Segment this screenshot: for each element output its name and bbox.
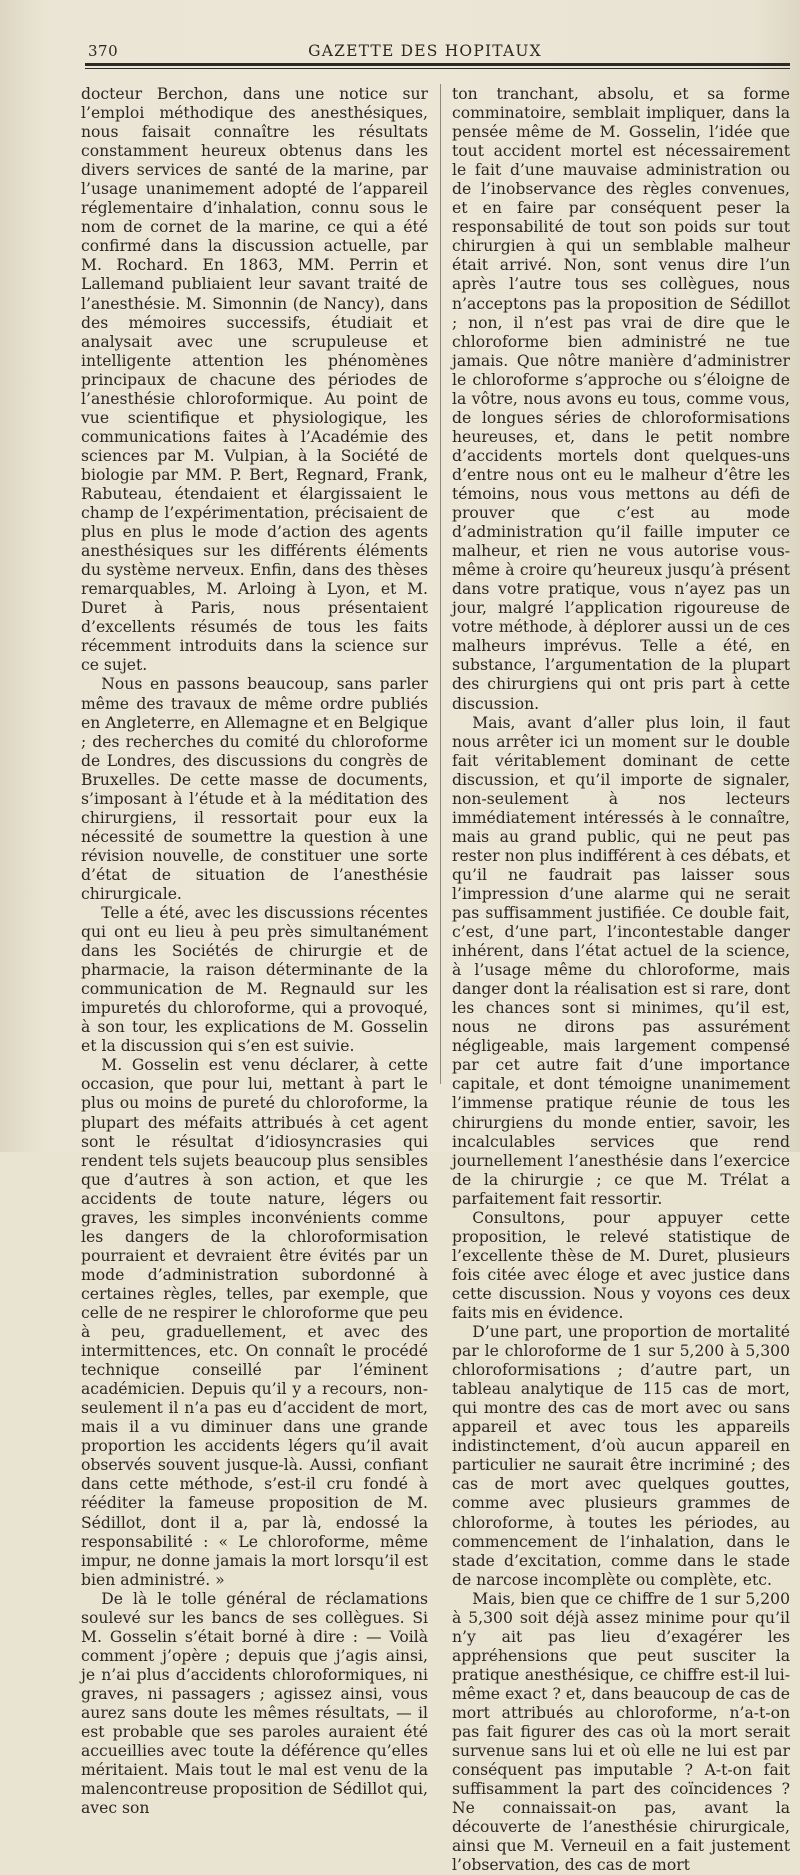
left-column: [81, 85, 428, 1818]
header-rule-thin: [85, 68, 790, 69]
paragraph: M. Gosselin est venu déclarer, à cette occasion, que pour lui, mettant à part le plus ou moins de pureté du chloroforme, la plupart des méfaits attribués à cet agent sont le résultat d’idiosyncrasies qui rendent tels sujets beaucoup plus sensibles que d’autres à son action, et que les accidents de toute nature, légers ou graves, les simples inconvénients comme les dangers de la chloroformisation pourraient et devraient être évités par un mode d’administration subordonné à certaines règles, telles, par exemple, que celle de ne respirer le chloroforme que peu à peu, graduellement, et avec des intermittences, etc. On connaît le procédé technique conseillé par l’éminent académicien. Depuis qu’il y a recours, non-seulement il n’a pas eu d’accident de mort, mais il a vu diminuer dans une grande proportion les accidents légers qu’il avait observés souvent jusque-là. Aussi, confiant dans cette méthode, s’est-il cru fondé à rééditer la fameuse proposition de M. Sédillot, dont il a, par là, endossé la responsabilité : « Le chloroforme, même impur, ne donne jamais la mort lorsqu’il est bien administré. »: [81, 1056, 428, 1589]
page-header: [60, 40, 790, 64]
paragraph: Mais, bien que ce chiffre de 1 sur 5,200 à 5,300 soit déjà assez minime pour qu’il n’y ait pas lieu d’exagérer les appréhensions que peut susciter la pratique anesthésique, ce chiffre est-il lui-même exact ? et, dans beaucoup de cas de mort attribués au chloroforme, n’a-t-on pas fait figurer des cas où la mort serait survenue sans lui et où elle ne lui est par conséquent pas imputable ? A-t-on fait suffisamment la part des coïncidences ? Ne connaissait-on pas, avant la découverte de l’anesthésie chirurgicale, ainsi que M. Verneuil en a fait justement l’observation, des cas de mort: [452, 1589, 790, 1875]
right-column: [452, 85, 790, 1875]
paragraph: ton tranchant, absolu, et sa forme comminatoire, semblait impliquer, dans la pensée même de M. Gosselin, l’idée que tout accident mortel est nécessairement le fait d’une mauvaise administration ou de l’inobservance des règles convenues, et en faire par conséquent peser la responsabilité de tout son poids sur tout chirurgien à qui un semblable malheur était arrivé. Non, sont venus dire l’un après l’autre tous ses collègues, nous n’acceptons pas la proposition de Sédillot ; non, il n’est pas vrai de dire que le chloroforme bien administré ne tue jamais. Que nôtre manière d’administrer le chloroforme s’approche ou s’éloigne de la vôtre, nous avons eu tous, comme vous, de longues séries de chloroformisations heureuses, et, dans le petit nombre d’accidents mortels dont quelques-uns d’entre nous ont eu le malheur d’être les témoins, nous vous mettons au défi de prouver que c’est au mode d’administration qu’il faille imputer ce malheur, et rien ne vous autorise vous-même à croire qu’heureux jusqu’à présent dans votre pratique, vous n’ayez pas un jour, malgré l’application rigoureuse de votre méthode, à déplorer aussi un de ces malheurs imprévus. Telle a été, en substance, l’argumentation de la plupart des chirurgiens qui ont pris part à cette discussion.: [452, 85, 790, 713]
running-title: GAZETTE DES HOPITAUX: [308, 42, 542, 60]
paragraph: docteur Berchon, dans une notice sur l’emploi méthodique des anesthésiques, nous faisait connaître les résultats constamment heureux obtenus dans les divers services de santé de la marine, par l’usage unanimement adopté de l’appareil réglementaire d’inhalation, connu sous le nom de cornet de la marine, ce qui a été confirmé dans la discussion actuelle, par M. Rochard. En 1863, MM. Perrin et Lallemand publiaient leur savant traité de l’anesthésie. M. Simonnin (de Nancy), dans des mémoires successifs, étudiait et analysait avec une scrupuleuse et intelligente attention les phénomènes principaux de chacune des périodes de l’anesthésie chloroformique. Au point de vue scientifique et physiologique, les communications faites à l’Académie des sciences par M. Vulpian, à la Société de biologie par MM. P. Bert, Regnard, Frank, Rabuteau, étendaient et élargissaient le champ de l’expérimentation, précisaient de plus en plus le mode d’action des agents anesthésiques sur les différents éléments du système nerveux. Enfin, dans des thèses remarquables, M. Arloing à Lyon, et M. Duret à Paris, nous présentaient d’excellents résumés de tous les faits récemment introduits dans la science sur ce sujet.: [81, 85, 428, 675]
paragraph: D’une part, une proportion de mortalité par le chloroforme de 1 sur 5,200 à 5,300 chloroformisations ; d’autre part, un tableau analytique de 115 cas de mort, qui montre des cas de mort avec ou sans appareil et avec tous les appareils indistinctement, d’où aucun appareil en particulier ne saurait être incriminé ; des cas de mort avec quelques gouttes, comme avec plusieurs grammes de chloroforme, à toutes les périodes, au commencement de l’inhalation, dans le stade d’excitation, comme dans le stade de narcose incomplète ou complète, etc.: [452, 1323, 790, 1589]
paragraph: De là le tolle général de réclamations soulevé sur les bancs de ses collègues. Si M. Gosselin s’était borné à dire : — Voilà comment j’opère ; depuis que j’agis ainsi, je n’ai plus d’accidents chloroformiques, ni graves, ni passagers ; agissez ainsi, vous aurez sans doute les mêmes résultats, — il est probable que ses paroles auraient été accueillies avec toute la déférence qu’elles méritaient. Mais tout le mal est venu de la malencontreuse proposition de Sédillot qui, avec son: [81, 1589, 428, 1818]
paragraph: Mais, avant d’aller plus loin, il faut nous arrêter ici un moment sur le double fait véritablement dominant de cette discussion, et qu’il importe de signaler, non-seulement à nos lecteurs immédiatement intéressés à le connaître, mais au grand public, qui ne peut pas rester non plus indifférent à ces débats, et qu’il ne faudrait pas laisser sous l’impression d’une alarme qui ne serait pas suffisamment justifiée. Ce double fait, c’est, d’une part, l’incontestable danger inhérent, dans l’état actuel de la science, à l’usage même du chloroforme, mais danger dont la réalisation est si rare, dont les chances sont si minimes, qu’il est, nous ne dirons pas assurément négligeable, mais largement compensé par cet autre fait d’une importance capitale, et dont témoigne unanimement l’immense pratique réunie de tous les chirurgiens du monde entier, savoir, les incalculables services que rend journellement l’anesthésie dans l’exercice de la chirurgie ; ce que M. Trélat a parfaitement fait ressortir.: [452, 713, 790, 1208]
paragraph: Telle a été, avec les discussions récentes qui ont eu lieu à peu près simultanément dans les Sociétés de chirurgie et de pharmacie, la raison déterminante de la communication de M. Regnauld sur les impuretés du chloroforme, qui a provoqué, à son tour, les explications de M. Gosselin et la discussion qui s’en est suivie.: [81, 904, 428, 1056]
paragraph: Nous en passons beaucoup, sans parler même des travaux de même ordre publiés en Angleterre, en Allemagne et en Belgique ; des recherches du comité du chloroforme de Londres, des discussions du congrès de Bruxelles. De cette masse de documents, s’imposant à l’étude et à la méditation des chirurgiens, il ressortait pour eux la nécessité de soumettre la question à une révision nouvelle, de constituer une sorte d’état de situation de l’anesthésie chirurgicale.: [81, 675, 428, 903]
header-rule-thick: [85, 63, 790, 66]
column-divider: [440, 84, 441, 1084]
page-number: 370: [88, 42, 119, 60]
paragraph: Consultons, pour appuyer cette proposition, le relevé statistique de l’excellente thèse de M. Duret, plusieurs fois citée avec éloge et avec justice dans cette discussion. Nous y voyons ces deux faits mis en évidence.: [452, 1208, 790, 1322]
